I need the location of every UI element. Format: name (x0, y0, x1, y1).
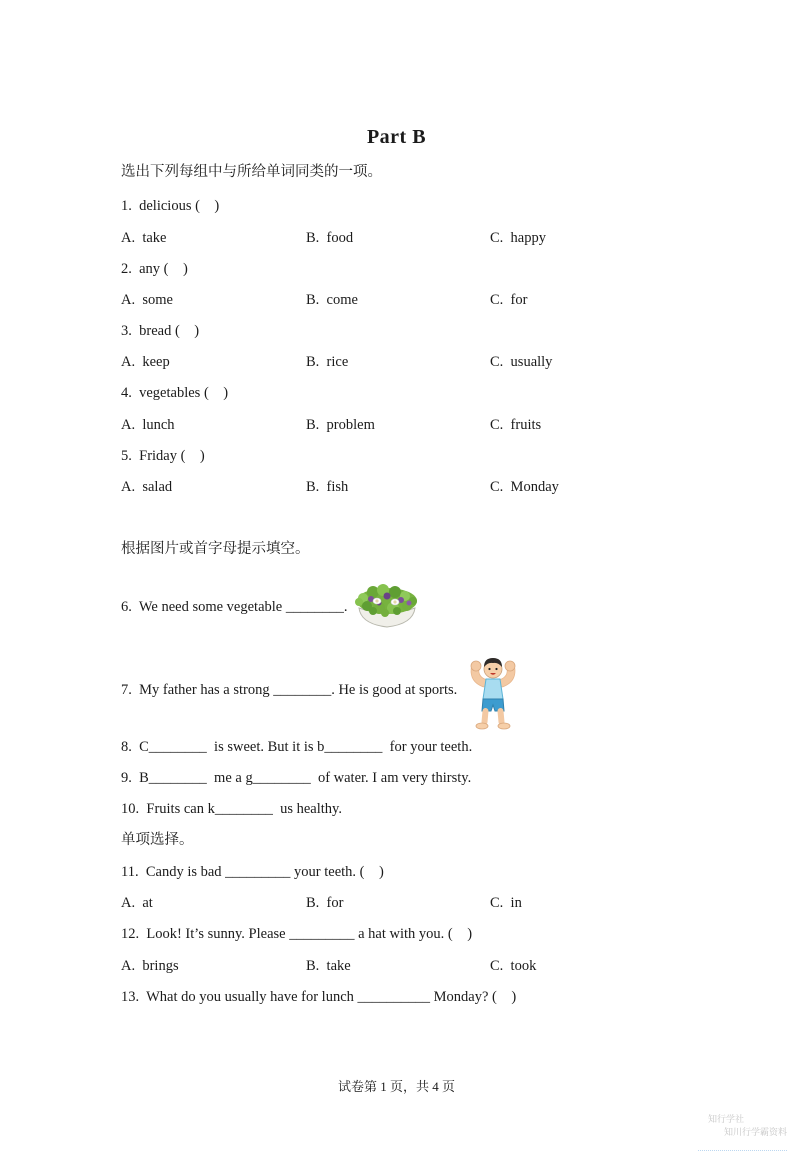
option-a: A. brings (121, 958, 179, 974)
watermark-right: 知川行学霸资料 (723, 1127, 787, 1137)
section-3-instruction: 单项选择。 (121, 832, 194, 848)
question-9-stem: 9. B________ me a g________ of water. I am very thirsty. (121, 770, 472, 786)
question-4-stem: 4. vegetables ( ) (121, 385, 229, 401)
strong-boy (471, 658, 515, 729)
question-5-options (121, 478, 559, 496)
option-c: C. Monday (490, 479, 559, 495)
question-2-options (121, 291, 527, 309)
question-13-stem: 13. What do you usually have for lunch __________ Monday? ( ) (121, 989, 517, 1005)
option-c: C. usually (490, 354, 553, 370)
option-c: C. happy (490, 230, 546, 246)
option-b: B. fish (306, 479, 349, 495)
question-12-options (121, 957, 536, 975)
question-4-options (121, 416, 541, 434)
question-3-stem: 3. bread ( ) (121, 323, 200, 339)
option-a: A. some (121, 292, 173, 308)
question-1-options (121, 229, 546, 247)
option-b: B. come (306, 292, 358, 308)
question-2-stem: 2. any ( ) (121, 261, 188, 277)
question-11-stem: 11. Candy is bad _________ your teeth. ( ) (121, 864, 384, 880)
page-footer: 试卷第 1 页，共 4 页 (337, 1079, 455, 1094)
option-c: C. for (490, 292, 528, 308)
option-c: C. fruits (490, 417, 542, 433)
option-b: B. rice (306, 354, 349, 370)
question-12-stem: 12. Look! It’s sunny. Please _________ a hat with you. ( ) (121, 926, 473, 942)
question-11-options (121, 894, 522, 912)
section-2-instruction: 根据图片或首字母提示填空。 (121, 541, 310, 557)
option-b: B. food (306, 230, 354, 246)
option-b: B. take (306, 958, 351, 974)
question-5-stem: 5. Friday ( ) (121, 448, 205, 464)
watermark-left: 知行学社 (707, 1114, 744, 1124)
question-7-stem: 7. My father has a strong ________. He is good at sports. (121, 682, 458, 698)
option-b: B. problem (306, 417, 375, 433)
option-a: A. lunch (121, 417, 175, 433)
question-6-stem: 6. We need some vegetable ________. (121, 599, 348, 615)
option-a: A. at (121, 895, 153, 911)
option-a: A. take (121, 230, 167, 246)
option-a: A. keep (121, 354, 170, 370)
question-10-stem: 10. Fruits can k________ us healthy. (121, 801, 342, 817)
page-title: Part B (366, 126, 427, 148)
strong-boy-image (468, 653, 518, 731)
option-c: C. took (490, 958, 537, 974)
option-c: C. in (490, 895, 522, 911)
section-1-instruction: 选出下列每组中与所给单词同类的一项。 (121, 164, 382, 180)
option-b: B. for (306, 895, 344, 911)
watermark (698, 1102, 787, 1151)
salad-bowl (355, 584, 417, 627)
salad-bowl-image (353, 584, 421, 632)
question-8-stem: 8. C________ is sweet. But it is b________ for your teeth. (121, 739, 473, 755)
question-3-options (121, 353, 552, 371)
question-1-stem: 1. delicious ( ) (121, 198, 220, 214)
option-a: A. salad (121, 479, 173, 495)
